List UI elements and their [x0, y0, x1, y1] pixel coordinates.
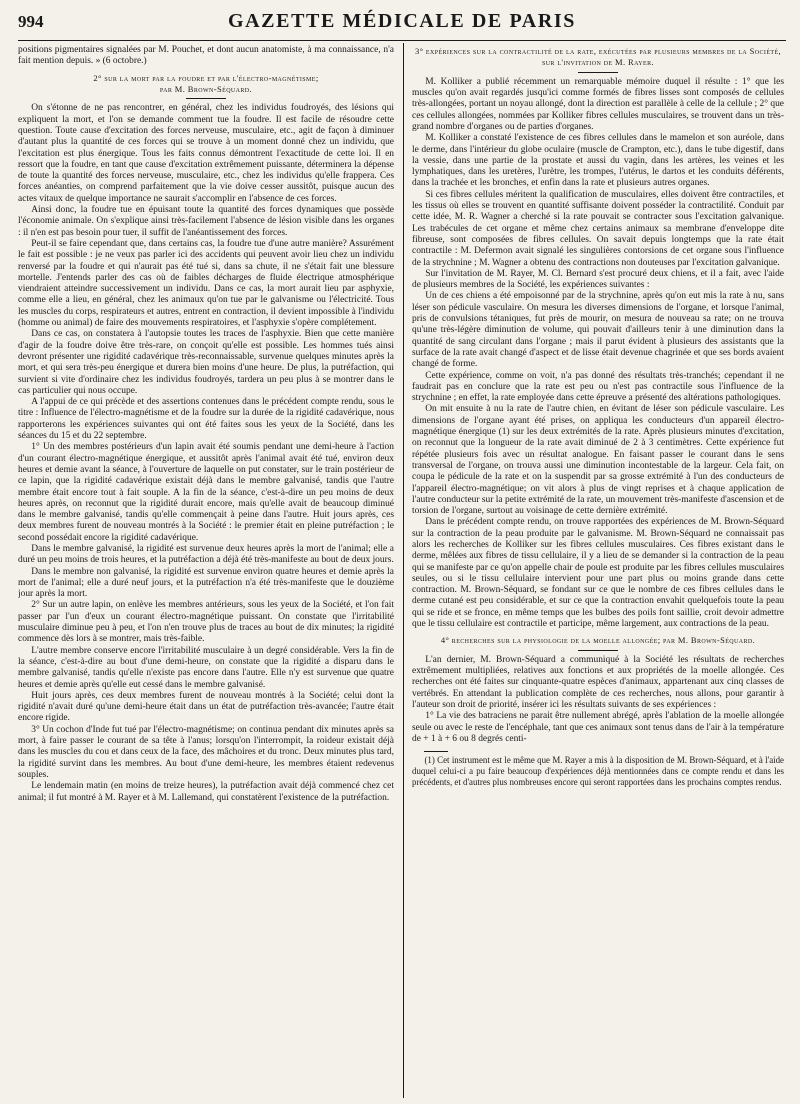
paragraph: A l'appui de ce qui précède et des assertions contenues dans le précédent compte rendu, sous le titre : Influence de l'électro-magnétisme et de la foudre sur la durée de la rigidité cadavérique, nous rapporterons les expériences suivantes qui ont été faites sous les yeux de la Société, dans les séances du 15 et du 22 septembre. [18, 397, 394, 442]
paragraph: Sur l'invitation de M. Rayer, M. Cl. Bernard s'est procuré deux chiens, et il a fait, avec l'aide de plusieurs membres de la Société, les expériences suivantes : [412, 268, 784, 291]
paragraph: Le lendemain matin (en moins de treize heures), la putréfaction avait déjà commencé chez cet animal; il fut montré à M. Rayer et à M. Lallemand, qui constatèrent l'existence de la putréfaction. [18, 781, 394, 803]
paragraph: 1° Un des membres postérieurs d'un lapin avait été soumis pendant une demi-heure à l'action d'un courant électro-magnétique énergique, et aussitôt après l'animal avait été tué, environ deux heures et demie avant la séance, à l'ouverture de laquelle on put constater, sur le train postérieur de ce lapin, que la rigidité cadavérique existait déjà dans le membre galvanisé, tandis que l'autre membre était encore tout à fait souple. A la fin de la séance, c'est-à-dire un peu moins de deux heures après, on reconnut que la rigidité durait encore, mais qu'elle avait de beaucoup diminué dans le membre galvanisé, tandis qu'elle commençait à peine dans l'autre. Huit jours après, ces deux membres furent de nouveau montrés à la Société : le premier était en pleine putréfaction ; le second possédait encore la rigidité cadavérique. [18, 442, 394, 543]
paragraph: Huit jours après, ces deux membres furent de nouveau montrés à la Société; celui dont la rigidité n'avait duré qu'une demi-heure était dans un état de putréfaction très-avancée; l'autre était encore rigide. [18, 690, 394, 724]
intro-paragraph: positions pigmentaires signalées par M. Pouchet, et dont aucun anatomiste, à ma connaissance, n'a fait mention depuis. » (6 octobre.) [18, 45, 394, 67]
section-heading [412, 635, 784, 650]
heading-rule [578, 650, 618, 651]
paragraph: Peut-il se faire cependant que, dans certains cas, la foudre tue d'une autre manière? Assurément le fait est possible : je ne veux pas parler ici des accidents qui peuvent avoir lieu chez un individu renversé par la foudre et qui n'aurait pas été tué si, dans sa chute, il ne s'était fait une blessure mortelle. J'entends parler des cas où de faibles décharges de fluide électrique atmosphérique viendraient atteindre successivement un individu. Dans ce cas, la mort aurait lieu par asphyxie, comme elle a lieu, en général, chez les animaux qu'on tue par le galvanisme ou l'électricité. Tous les muscles du corps, respirateurs et autres, entrent en contraction, il devient impossible à l'individu (homme ou animal) de faire des mouvements respiratoires, et l'asphyxie s'opère complétement. [18, 238, 394, 329]
section-byline: par M. Brown-Séquard. [159, 84, 253, 94]
paragraph: L'autre membre conserve encore l'irritabilité musculaire à un degré considérable. Vers la fin de la séance, c'est-à-dire au bout d'une demi-heure, on constate que la rigidité a disparu dans le membre galvanisé, tandis qu'elle n'existe pas encore dans l'autre. Elle n'y est survenue que quatre heures et demie après qu'elle eut cessé dans le membre galvanisé. [18, 645, 394, 690]
column-divider [403, 43, 404, 1098]
paragraph: Dans le membre non galvanisé, la rigidité est survenue environ quatre heures et demie après la mort de l'animal; elle a duré neuf jours, et la putréfaction n'a été très-manifeste que le douzième jour après la mort. [18, 566, 394, 600]
paragraph: 1° La vie des batraciens ne parait être nullement abrégé, après l'ablation de la moelle allongée seule ou avec le reste de l'encéphale, tant que ces animaux sont tenus dans de l'air à la température de + 1 à + 6 ou 8 degrés centi- [412, 711, 784, 744]
paragraph: Si ces fibres cellules méritent la qualification de musculaires, elles doivent être contractiles, et les tissus où elles se trouvent en quantité suffisante doivent posséder la contractilité. Conduit par cette idée, M. R. Wagner a cherché si la rate pouvait se contracter sous l'excitation galvanique. Les trabécules de cet organe et même chez certains animaux sa membrane d'enveloppe dite fibreuse, sont composées de fibres cellules. On savait depuis longtemps que la rate était contractile : M. Defermon avait signalé les singulières contorsions de cet organe sous l'influence de la strychnine ; M. Wagner a obtenu des contractions non douteuses par l'excitation galvanique. [412, 189, 784, 268]
paragraph: Cette expérience, comme on voit, n'a pas donné des résultats très-tranchés; cependant il ne faudrait pas en conclure que la rate est peu ou n'est pas contractile sous l'influence de la strychnine ; en effet, la rate employée dans cette épreuve a présenté des altérations pathologiques. [412, 370, 784, 404]
paragraph: L'an dernier, M. Brown-Séquard a communiqué à la Société les résultats de recherches extrêmement multipliées, relatives aux fonctions et aux propriétés de la moelle allongée. Ces recherches ont été faites sur cinquante-quatre espèces d'animaux, appartenant aux cinq classes de vertébrés. En attendant la publication complète de ces recherches, nous allons, pour garantir à l'auteur son droit de priorité, insérer ici les résultats suivants de ses expériences : [412, 654, 784, 710]
paragraph: Dans ce cas, on constatera à l'autopsie toutes les traces de l'asphyxie. Bien que cette manière d'agir de la foudre doive être très-rare, on conçoit qu'elle est possible. Les hommes tués ainsi devront présenter une rigidité cadavérique très-reconnaissable, survenue quelques minutes après la mort, et qui sera très-peu énergique et durera bien moins d'une heure. De plus, la putréfaction, qui survient si vite d'ordinaire chez les individus foudroyés, tardera un peu plus à se montrer dans le cas particulier qui nous occupe. [18, 329, 394, 396]
paragraph: Ainsi donc, la foudre tue en épuisant toute la quantité des forces dynamiques que possède l'économie animale. On s'explique ainsi très-facilement l'absence de lésion visible dans les organes : il n'en est pas besoin pour tuer, il suffit de l'anéantissement des forces. [18, 205, 394, 238]
paragraph: 3° Un cochon d'Inde fut tué par l'électro-magnétisme; on continua pendant dix minutes après sa mort, à faire passer le courant de sa tête à l'anus; lorsqu'on l'interrompit, la roideur existait déjà dans les muscles du cou et dans ceux de la face, des mâchoires et du tronc. Deux minutes plus tard, la rigidité survint dans les membres. Au bout d'une demi-heure, les membres étaient redevenus souples. [18, 724, 394, 780]
heading-rule [186, 98, 226, 99]
section-heading [412, 46, 784, 73]
paragraph: Dans le membre galvanisé, la rigidité est survenue deux heures après la mort de l'animal; elle a duré un peu moins de trois heures, et la putréfaction a déjà été très-manifeste au bout de deux jours. [18, 543, 394, 566]
journal-title: GAZETTE MÉDICALE DE PARIS [227, 10, 577, 32]
section-title: 4° recherches sur la physiologie de la moelle allongée; par M. Brown-Séquard. [440, 635, 756, 646]
paragraph: M. Kolliker a constaté l'existence de ces fibres cellules dans le mamelon et son auréole, dans le derme, dans l'intérieur du globe oculaire (muscle de Crampton, etc.), dans le tube digestif, dans la vessie, dans une partie de la prostate et aussi du vagin, dans les artères, les veines et les lymphatiques, dans les uretères, l'urètre, les trompes, l'utérus, le dartos et les conduits déférents, dans la trachée et les bronches, et enfin dans la rate et plusieurs autres organes. [412, 133, 784, 189]
paragraph: 2° Sur un autre lapin, on enlève les membres antérieurs, sous les yeux de la Société, et l'on fait passer par l'un d'eux un courant électro-magnétique puissant. On constate que l'irritabilité musculaire diminue peu à peu, et l'on n'en trouve plus de traces au bout de dix minutes; la rigidité commence dès lors à se montrer, mais très-faible. [18, 600, 394, 645]
right-column [412, 45, 784, 1100]
section-title: 2° sur la mort par la foudre et par l'électro-magnétisme; [93, 72, 319, 83]
page-number: 994 [18, 12, 44, 31]
heading-rule [578, 72, 618, 73]
paragraph: On mit ensuite à nu la rate de l'autre chien, en évitant de léser son pédicule vasculaire. Les dimensions de l'organe ayant été prises, on appliqua les conducteurs d'un appareil électro-magnétique énergique (1) sur les deux extrémités de la rate. Après plusieurs minutes d'excitation, on reconnut que la longueur de la rate avait diminué de 2 à 3 centimètres. Cette expérience fut répétée plusieurs fois avec un résultat analogue. En faisant passer le courant dans le sens transversal de l'organe, on trouva aussi une diminution incontestable de la largeur. Cela fait, on coupa le pédicule de la rate et on la suspendit par sa grosse extrémité à l'un des conducteurs de l'appareil électro-magnétique; on vit alors à plus de vingt reprises et à chaque application de l'autre conducteur sur la petite extrémité de la rate, un mouvement très-manifeste d'ascension et de torsion de l'organe, surtout au voisinage de cette dernière extrémité. [412, 404, 784, 517]
page-header [18, 10, 786, 41]
footnote: (1) Cet instrument est le même que M. Rayer a mis à la disposition de M. Brown-Séquard, et à l'aide duquel celui-ci a pu faire beaucoup d'expériences déjà mentionnées dans ce compte rendu et dans les précédents, et d'autres plus nombreuses encore qui seront rapportées dans les prochains comptes rendus. [412, 755, 784, 787]
two-column-body [18, 41, 786, 1104]
footnote-rule [424, 751, 448, 752]
paragraph: Un de ces chiens a été empoisonné par de la strychnine, après qu'on eut mis la rate à nu, sans léser son pédicule vasculaire. On mesura les diverses dimensions de l'organe, et lorsque l'animal, pris de convulsions tétaniques, fut près de mourir, on mesura de nouveau sa rate; on ne trouva qu'une très-légère diminution de volume, qui pouvait d'ailleurs tenir à une diminution dans la quantité de sang circulant dans l'organe ; mais il parut évident à plusieurs des assistants que la surface de la rate avait changé d'aspect et de lisse était devenue chagrinée et que ses bords avaient changé de forme. [412, 291, 784, 370]
section-heading [18, 73, 394, 100]
left-column [18, 45, 394, 1100]
section-title: 3° expériences sur la contractilité de la rate, exécutées par plusieurs membres de la Société, sur l'invitation de M. Rayer. [414, 46, 782, 68]
paragraph: M. Kolliker a publié récemment un remarquable mémoire duquel il résulte : 1° que les muscles qu'on avait regardés jusqu'ici comme formés de fibres lisses sont composés de cellules très-allongées, portant un noyau allongé, dont la direction est parallèle à celle de la cellule ; 2° que ces cellules allongées, nommées par Kolliker fibres cellules musculaires, se trouvent dans un très-grand nombre d'organes ou de parties d'organes. [412, 76, 784, 132]
paragraph: On s'étonne de ne pas rencontrer, en général, chez les individus foudroyés, des lésions qui expliquent la mort, et l'on se demande comment tue la foudre. Il est facile de résoudre cette question. Toute cause d'excitation des forces nerveuse, musculaire, etc., agit de façon à diminuer d'autant plus la quantité de ces forces qui se trouve à un moment donné chez un individu, que l'excitation est plus énergique. Tous les faits connus démontrent l'exactitude de cette loi. Il en ressort que la foudre, en tant que cause d'excitation extrêmement puissante, déterminera la dépense de toute la quantité des forces nerveuse, musculaire, etc., chez les individus qu'elle frappera. Ces forces anéanties, on comprend parfaitement que la vie doive cesser aussitôt, puisque aucun des actes vitaux de quelque importance ne saurait s'accomplir en l'absence de ces forces. [18, 103, 394, 204]
paragraph: Dans le précédent compte rendu, on trouve rapportées des expériences de M. Brown-Séquard sur la contraction de la peau produite par le galvanisme. M. Brown-Séquard ne connaissait pas alors les recherches de Kolliker sur les fibres cellules musculaires. Ces fibres existant dans le derme, mêlées aux fibres de tissu cellulaire, il y a lieu de se demander si la contraction de la peau qui se manifeste par ce qu'on appelle chair de poule est produite par les fibres cellules musculaires seules, ou si le tissu cellulaire intervient pour une part plus ou moins grande dans cette contraction. M. Brown-Séquard, se fondant sur ce que le nombre de ces fibres cellules dans le derme cutané est peu considérable, et sur ce que la contraction envahit quelquefois toute la peau qui se ride et se fronce, en même temps que les bulbes des poils font saillie, croit devoir admettre que le tissu cellulaire est contractile et participe, même largement, aux contractions de la peau. [412, 517, 784, 630]
